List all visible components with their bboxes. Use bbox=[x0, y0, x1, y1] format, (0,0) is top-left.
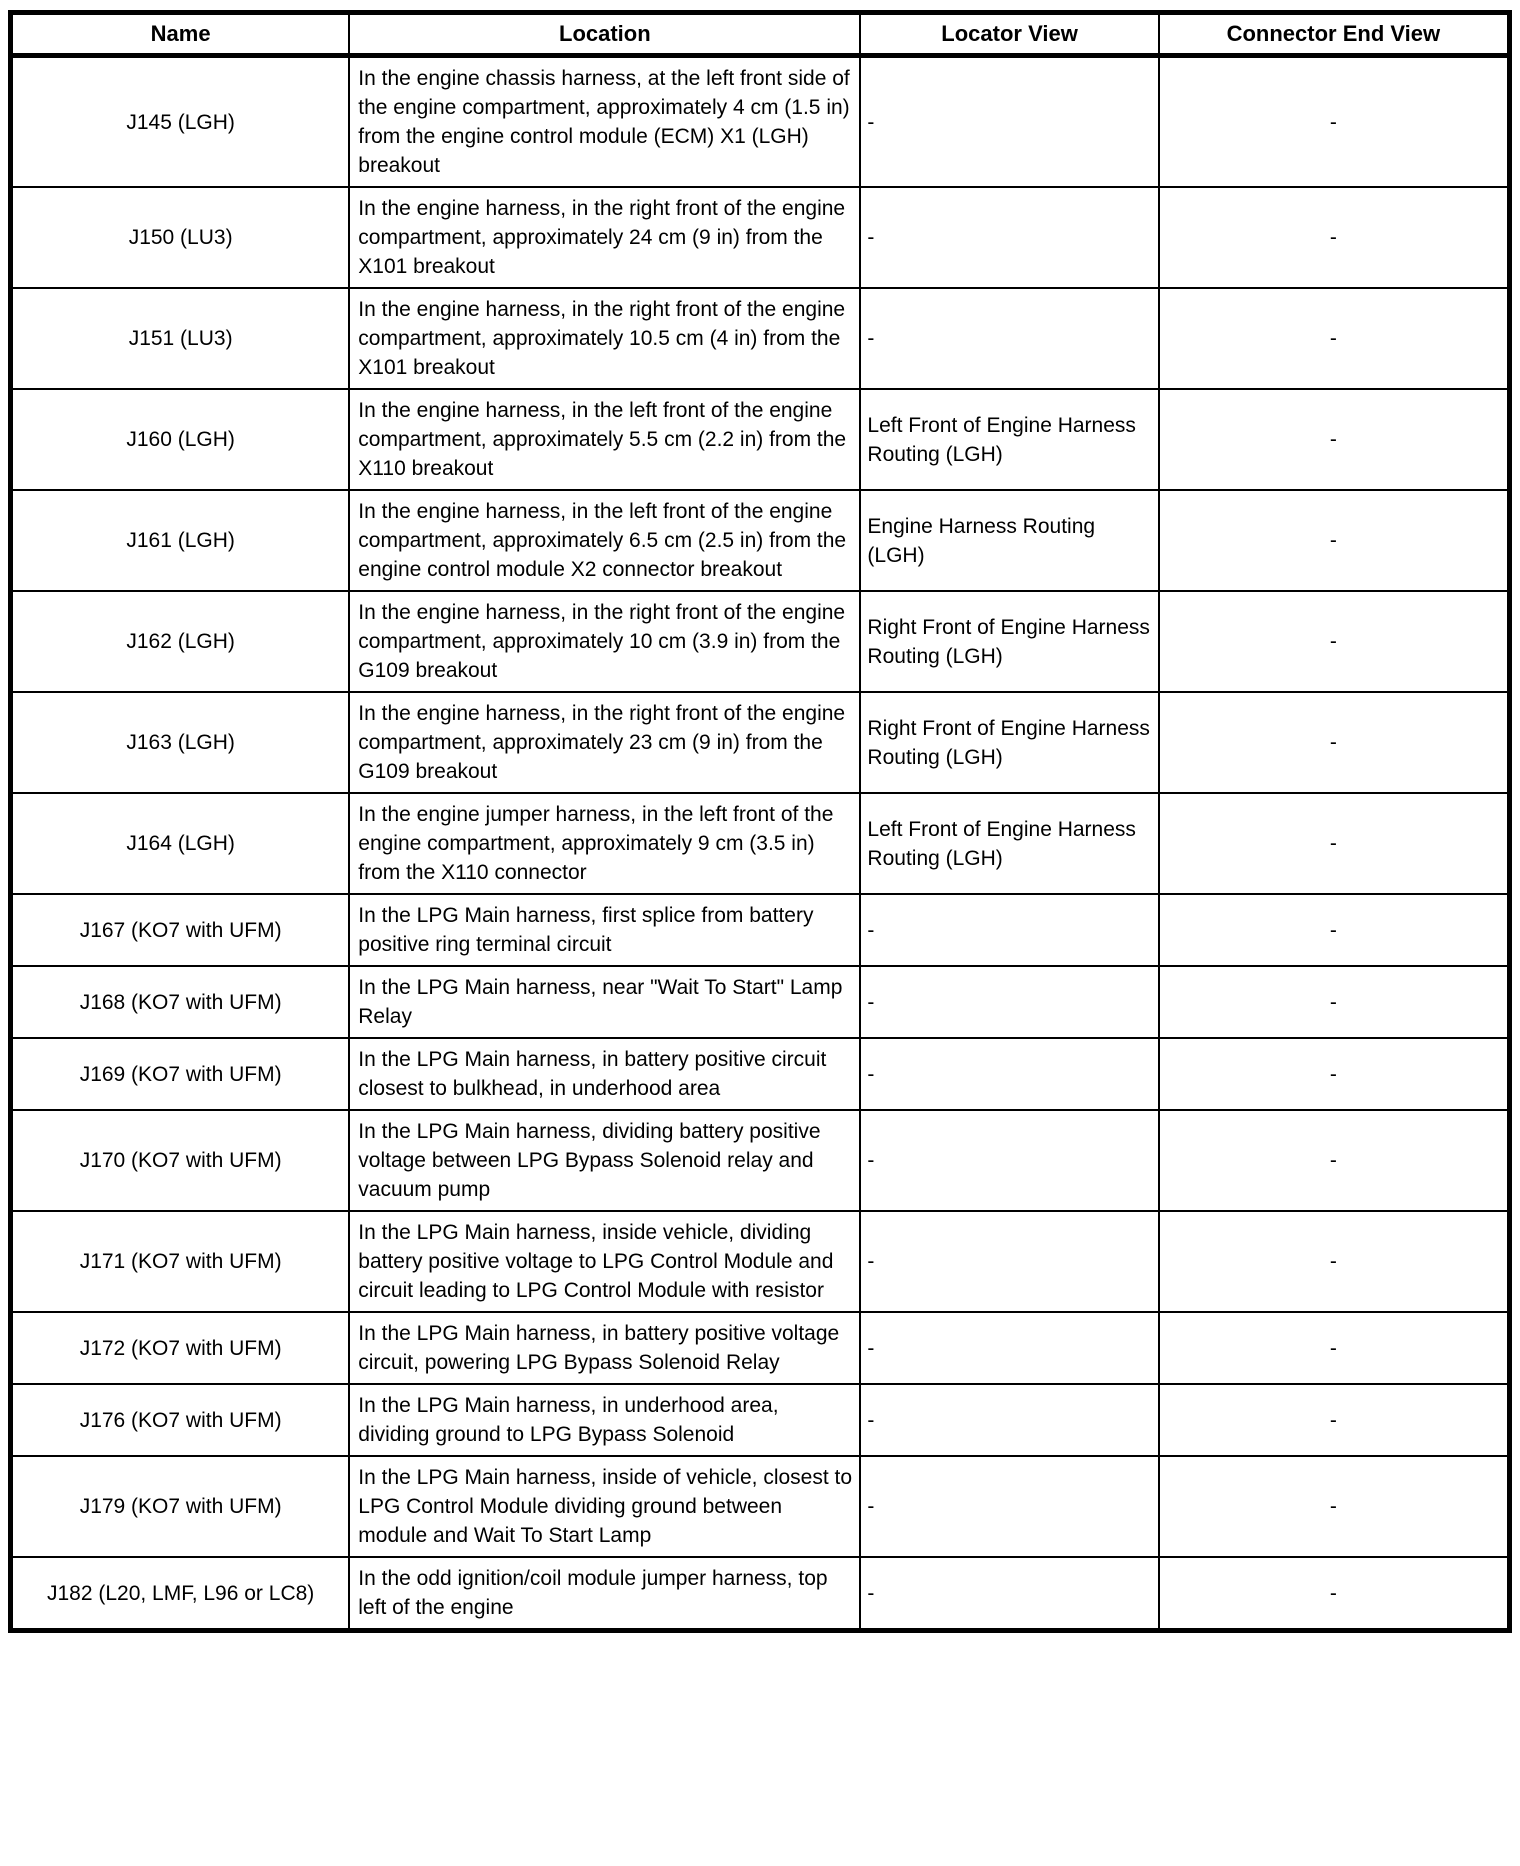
connector-location: In the LPG Main harness, in battery positive voltage circuit, powering LPG Bypass Solenoid Relay bbox=[349, 1312, 860, 1384]
table-row bbox=[11, 1110, 1510, 1211]
table-row bbox=[11, 490, 1510, 591]
table-row bbox=[11, 1038, 1510, 1110]
connector-location: In the engine harness, in the right front of the engine compartment, approximately 10 cm (3.9 in) from the G109 breakout bbox=[349, 591, 860, 692]
connector-end-view: - bbox=[1159, 1456, 1510, 1557]
locator-view: Left Front of Engine Harness Routing (LGH) bbox=[860, 389, 1158, 490]
connector-location-table bbox=[8, 10, 1512, 1633]
connector-name: J160 (LGH) bbox=[11, 389, 350, 490]
connector-name: J171 (KO7 with UFM) bbox=[11, 1211, 350, 1312]
table-row bbox=[11, 1312, 1510, 1384]
connector-location: In the LPG Main harness, inside vehicle, dividing battery positive voltage to LPG Control Module and circuit leading to LPG Control Module with resistor bbox=[349, 1211, 860, 1312]
locator-view: - bbox=[860, 1211, 1158, 1312]
locator-view: - bbox=[860, 1456, 1158, 1557]
connector-location: In the engine harness, in the right front of the engine compartment, approximately 10.5 cm (4 in) from the X101 breakout bbox=[349, 288, 860, 389]
header-connector-end-view: Connector End View bbox=[1159, 13, 1510, 56]
locator-view: - bbox=[860, 1557, 1158, 1631]
table-row bbox=[11, 793, 1510, 894]
locator-view: Right Front of Engine Harness Routing (LGH) bbox=[860, 591, 1158, 692]
table-row bbox=[11, 1456, 1510, 1557]
connector-end-view: - bbox=[1159, 966, 1510, 1038]
connector-name: J161 (LGH) bbox=[11, 490, 350, 591]
connector-end-view: - bbox=[1159, 1384, 1510, 1456]
connector-name: J145 (LGH) bbox=[11, 56, 350, 188]
locator-view: Engine Harness Routing (LGH) bbox=[860, 490, 1158, 591]
connector-name: J151 (LU3) bbox=[11, 288, 350, 389]
connector-name: J172 (KO7 with UFM) bbox=[11, 1312, 350, 1384]
connector-end-view: - bbox=[1159, 1211, 1510, 1312]
connector-name: J164 (LGH) bbox=[11, 793, 350, 894]
connector-end-view: - bbox=[1159, 288, 1510, 389]
connector-name: J170 (KO7 with UFM) bbox=[11, 1110, 350, 1211]
locator-view: - bbox=[860, 288, 1158, 389]
connector-name: J167 (KO7 with UFM) bbox=[11, 894, 350, 966]
table-header bbox=[11, 13, 1510, 56]
table-row bbox=[11, 692, 1510, 793]
connector-end-view: - bbox=[1159, 894, 1510, 966]
connector-name: J176 (KO7 with UFM) bbox=[11, 1384, 350, 1456]
connector-name: J168 (KO7 with UFM) bbox=[11, 966, 350, 1038]
connector-end-view: - bbox=[1159, 692, 1510, 793]
locator-view: - bbox=[860, 894, 1158, 966]
connector-end-view: - bbox=[1159, 1557, 1510, 1631]
connector-end-view: - bbox=[1159, 1038, 1510, 1110]
locator-view: - bbox=[860, 1110, 1158, 1211]
connector-name: J182 (L20, LMF, L96 or LC8) bbox=[11, 1557, 350, 1631]
header-row bbox=[11, 13, 1510, 56]
connector-end-view: - bbox=[1159, 490, 1510, 591]
connector-name: J162 (LGH) bbox=[11, 591, 350, 692]
locator-view: - bbox=[860, 966, 1158, 1038]
table-row bbox=[11, 966, 1510, 1038]
locator-view: - bbox=[860, 187, 1158, 288]
connector-location: In the engine harness, in the right front of the engine compartment, approximately 23 cm (9 in) from the G109 breakout bbox=[349, 692, 860, 793]
connector-name: J179 (KO7 with UFM) bbox=[11, 1456, 350, 1557]
connector-location: In the LPG Main harness, first splice from battery positive ring terminal circuit bbox=[349, 894, 860, 966]
connector-location: In the engine harness, in the right front of the engine compartment, approximately 24 cm (9 in) from the X101 breakout bbox=[349, 187, 860, 288]
connector-location: In the engine harness, in the left front of the engine compartment, approximately 5.5 cm (2.2 in) from the X110 breakout bbox=[349, 389, 860, 490]
connector-location: In the LPG Main harness, inside of vehicle, closest to LPG Control Module dividing ground between module and Wait To Start Lamp bbox=[349, 1456, 860, 1557]
header-location: Location bbox=[349, 13, 860, 56]
connector-location: In the engine chassis harness, at the left front side of the engine compartment, approximately 4 cm (1.5 in) from the engine control module (ECM) X1 (LGH) breakout bbox=[349, 56, 860, 188]
table-row bbox=[11, 1384, 1510, 1456]
table-row bbox=[11, 894, 1510, 966]
table-row bbox=[11, 1557, 1510, 1631]
locator-view: - bbox=[860, 1384, 1158, 1456]
connector-end-view: - bbox=[1159, 1312, 1510, 1384]
table-body bbox=[11, 56, 1510, 1631]
connector-location: In the engine harness, in the left front of the engine compartment, approximately 6.5 cm (2.5 in) from the engine control module X2 connector breakout bbox=[349, 490, 860, 591]
connector-name: J169 (KO7 with UFM) bbox=[11, 1038, 350, 1110]
connector-end-view: - bbox=[1159, 591, 1510, 692]
table-row bbox=[11, 591, 1510, 692]
connector-location: In the LPG Main harness, dividing battery positive voltage between LPG Bypass Solenoid relay and vacuum pump bbox=[349, 1110, 860, 1211]
connector-end-view: - bbox=[1159, 187, 1510, 288]
connector-end-view: - bbox=[1159, 389, 1510, 490]
locator-view: - bbox=[860, 56, 1158, 188]
locator-view: Left Front of Engine Harness Routing (LGH) bbox=[860, 793, 1158, 894]
table-row bbox=[11, 288, 1510, 389]
locator-view: - bbox=[860, 1038, 1158, 1110]
connector-name: J150 (LU3) bbox=[11, 187, 350, 288]
table-row bbox=[11, 389, 1510, 490]
connector-location: In the odd ignition/coil module jumper harness, top left of the engine bbox=[349, 1557, 860, 1631]
table-row bbox=[11, 56, 1510, 188]
table-row bbox=[11, 187, 1510, 288]
connector-end-view: - bbox=[1159, 1110, 1510, 1211]
connector-location: In the LPG Main harness, near "Wait To Start" Lamp Relay bbox=[349, 966, 860, 1038]
connector-name: J163 (LGH) bbox=[11, 692, 350, 793]
connector-location: In the LPG Main harness, in battery positive circuit closest to bulkhead, in underhood area bbox=[349, 1038, 860, 1110]
connector-end-view: - bbox=[1159, 56, 1510, 188]
connector-location: In the LPG Main harness, in underhood area, dividing ground to LPG Bypass Solenoid bbox=[349, 1384, 860, 1456]
connector-end-view: - bbox=[1159, 793, 1510, 894]
locator-view: Right Front of Engine Harness Routing (LGH) bbox=[860, 692, 1158, 793]
connector-location: In the engine jumper harness, in the left front of the engine compartment, approximately 9 cm (3.5 in) from the X110 connector bbox=[349, 793, 860, 894]
header-locator-view: Locator View bbox=[860, 13, 1158, 56]
table-row bbox=[11, 1211, 1510, 1312]
header-name: Name bbox=[11, 13, 350, 56]
locator-view: - bbox=[860, 1312, 1158, 1384]
